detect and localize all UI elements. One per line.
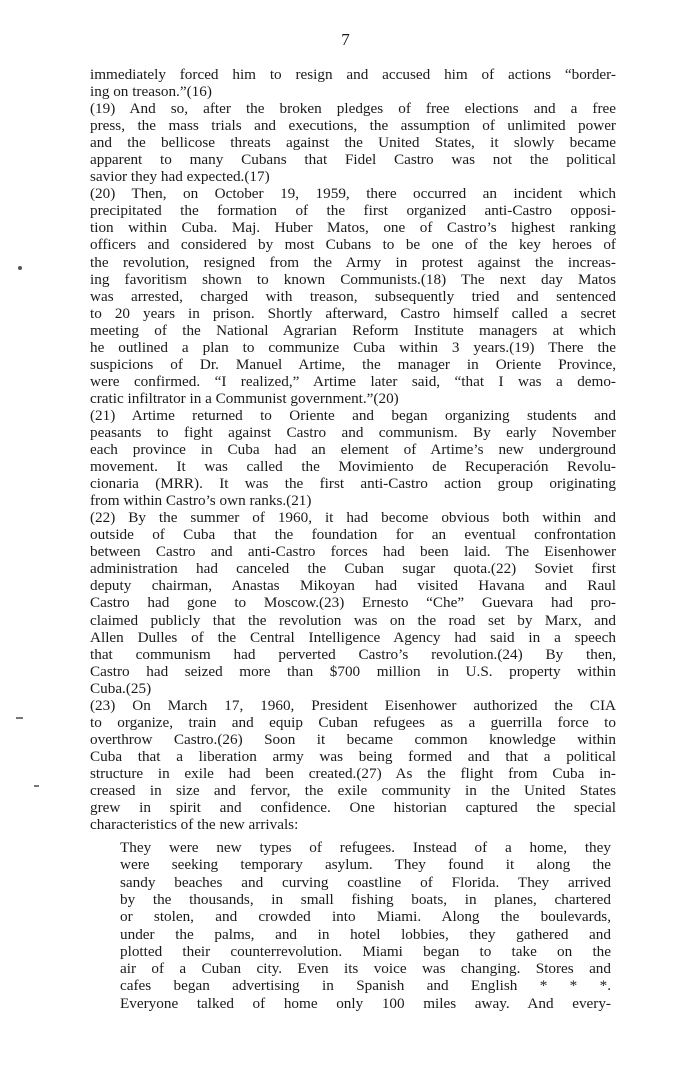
margin-mark-1 <box>18 266 22 270</box>
text-line: and the bellicose threats against the United States, it slowly became <box>90 134 616 152</box>
text-line: officers and considered by most Cubans to be one of the key heroes of <box>90 236 616 254</box>
text-line: overthrow Castro.(26) Soon it became common knowledge within <box>90 730 616 748</box>
text-column <box>90 66 616 1012</box>
quote-line: Everyone talked of home only 100 miles away. And every- <box>120 994 611 1012</box>
paragraph <box>90 185 616 407</box>
paragraph <box>90 100 616 185</box>
text-line: to organize, train and equip Cuban refugees as a guerrilla force to <box>90 713 616 731</box>
quote-line: under the palms, and in hotel lobbies, they gathered and <box>120 925 611 943</box>
paragraph-list <box>90 66 616 833</box>
quote-line: air of a Cuban city. Even its voice was changing. Stores and <box>120 960 611 978</box>
text-line: savior they had expected.(17) <box>90 168 270 186</box>
text-line: precipitated the formation of the first organized anti-Castro opposi- <box>90 202 616 220</box>
page-number: 7 <box>341 30 350 49</box>
block-quote <box>90 839 611 1012</box>
text-line: immediately forced him to resign and accused him of actions “border- <box>90 66 616 83</box>
text-line: was arrested, charged with treason, subsequently tried and sentenced <box>90 287 616 305</box>
text-line: from within Castro’s own ranks.(21) <box>90 492 312 510</box>
margin-mark-3 <box>34 785 39 787</box>
text-line: were confirmed. “I realized,” Artime later said, “that I was a demo- <box>90 372 616 390</box>
text-line: (22) By the summer of 1960, it had become obvious both within and <box>90 509 616 527</box>
text-line: deputy chairman, Anastas Mikoyan had visited Havana and Raul <box>90 577 616 595</box>
text-line: Castro had gone to Moscow.(23) Ernesto “Che” Guevara had pro- <box>90 594 616 612</box>
text-line: apparent to many Cubans that Fidel Castro was not the political <box>90 151 616 169</box>
text-line: (21) Artime returned to Oriente and began organizing students and <box>90 406 616 424</box>
text-line: cratic infiltrator in a Communist government.”(20) <box>90 389 399 407</box>
quote-line: by the thousands, in small fishing boats, in planes, chartered <box>120 891 611 908</box>
quote-line: cafes began advertising in Spanish and English * * *. <box>120 977 611 995</box>
text-line: (23) On March 17, 1960, President Eisenhower authorized the CIA <box>90 696 616 714</box>
text-line: (19) And so, after the broken pledges of free elections and a free <box>90 100 616 118</box>
text-line: creased in size and fervor, the exile community in the United States <box>90 781 616 799</box>
text-line: grew in spirit and confidence. One historian captured the special <box>90 799 616 817</box>
paragraph <box>90 697 616 833</box>
text-line: characteristics of the new arrivals: <box>90 816 299 834</box>
text-line: Castro had seized more than $700 million in U.S. property within <box>90 662 616 680</box>
text-line: outside of Cuba that the foundation for an eventual confrontation <box>90 526 616 544</box>
paragraph <box>90 407 616 509</box>
text-line: that communism had perverted Castro’s revolution.(24) By then, <box>90 645 616 663</box>
paragraph <box>90 66 616 100</box>
text-line: ing favoritism shown to known Communists.(18) The next day Matos <box>90 270 616 288</box>
text-line: to 20 years in prison. Shortly afterward, Castro himself called a secret <box>90 304 616 322</box>
paragraph <box>90 509 616 697</box>
text-line: peasants to fight against Castro and communism. By early November <box>90 423 616 441</box>
quote-line: were seeking temporary asylum. They found it along the <box>120 856 611 874</box>
text-line: between Castro and anti-Castro forces had been laid. The Eisenhower <box>90 543 616 561</box>
text-line: administration had canceled the Cuban sugar quota.(22) Soviet first <box>90 560 616 578</box>
text-line: ing on treason.”(16) <box>90 83 212 101</box>
text-line: (20) Then, on October 19, 1959, there occurred an incident which <box>90 185 616 203</box>
text-line: claimed publicly that the revolution was on the road set by Marx, and <box>90 611 616 629</box>
text-line: press, the mass trials and executions, the assumption of unlimited power <box>90 117 616 135</box>
text-line: cionaria (MRR). It was the first anti-Castro action group originating <box>90 475 616 493</box>
text-line: each province in Cuba had an element of Artime’s new underground <box>90 441 616 459</box>
text-line: movement. It was called the Movimiento de Recuperación Revolu- <box>90 458 616 476</box>
text-line: meeting of the National Agrarian Reform Institute managers at which <box>90 321 616 339</box>
text-line: he outlined a plan to communize Cuba within 3 years.(19) There the <box>90 338 616 356</box>
margin-mark-2 <box>16 717 23 719</box>
quote-line: They were new types of refugees. Instead of a home, they <box>120 839 611 857</box>
quote-line: plotted their counterrevolution. Miami began to take on the <box>120 942 611 960</box>
text-line: Allen Dulles of the Central Intelligence Agency had said in a speech <box>90 628 616 646</box>
text-line: structure in exile had been created.(27) As the flight from Cuba in- <box>90 764 616 782</box>
text-line: Cuba that a liberation army was being formed and that a political <box>90 747 616 765</box>
quote-line: sandy beaches and curving coastline of Florida. They arrived <box>120 873 611 891</box>
text-line: Cuba.(25) <box>90 679 152 697</box>
text-line: the revolution, resigned from the Army in protest against the increas- <box>90 253 616 271</box>
text-line: tion within Cuba. Maj. Huber Matos, one of Castro’s highest ranking <box>90 219 616 237</box>
quote-line: or stolen, and crowded into Miami. Along the boulevards, <box>120 908 611 926</box>
text-line: suspicions of Dr. Manuel Artime, the manager in Oriente Province, <box>90 355 616 373</box>
